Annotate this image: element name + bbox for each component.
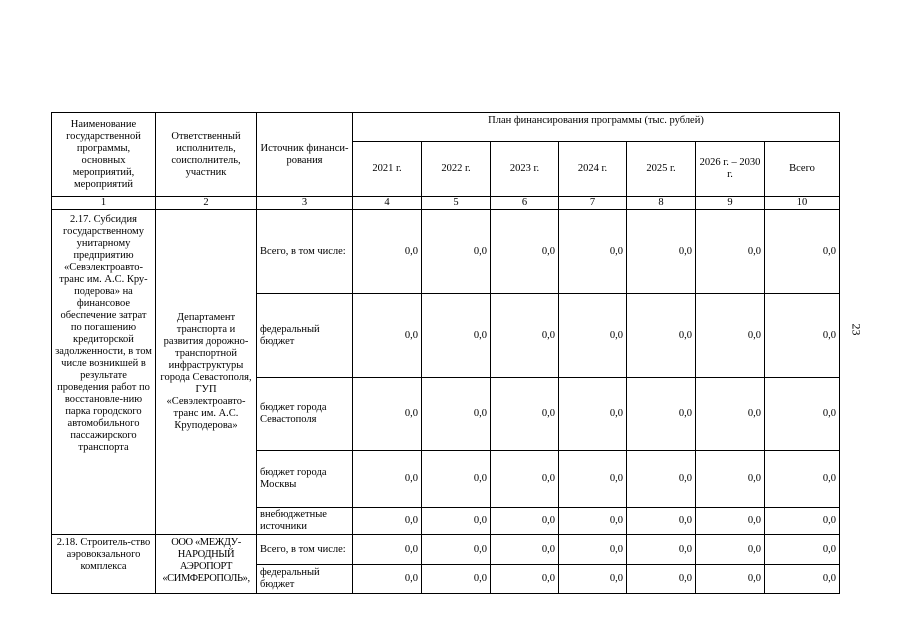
header-total: Всего xyxy=(765,142,840,197)
value-cell: 0,0 xyxy=(627,451,696,508)
header-executor: Ответственный исполнитель, соисполнитель, участник xyxy=(156,113,257,197)
value-cell: 0,0 xyxy=(696,535,765,565)
value-cell: 0,0 xyxy=(765,294,840,378)
value-cell: 0,0 xyxy=(422,378,491,451)
index-cell: 10 xyxy=(765,197,840,210)
value-cell: 0,0 xyxy=(559,451,627,508)
index-cell: 7 xyxy=(559,197,627,210)
value-cell: 0,0 xyxy=(422,210,491,294)
index-cell: 8 xyxy=(627,197,696,210)
value-cell: 0,0 xyxy=(353,294,422,378)
value-cell: 0,0 xyxy=(765,210,840,294)
index-cell: 3 xyxy=(257,197,353,210)
item-executor: ООО «МЕЖДУ-НАРОДНЫЙ АЭРОПОРТ «СИМФЕРОПОЛЬ», xyxy=(156,535,257,594)
value-cell: 0,0 xyxy=(353,451,422,508)
value-cell: 0,0 xyxy=(422,294,491,378)
financing-table xyxy=(51,112,840,594)
header-year: 2025 г. xyxy=(627,142,696,197)
value-cell: 0,0 xyxy=(491,565,559,594)
source-label: федеральный бюджет xyxy=(257,294,353,378)
value-cell: 0,0 xyxy=(422,508,491,535)
value-cell: 0,0 xyxy=(765,535,840,565)
index-cell: 9 xyxy=(696,197,765,210)
value-cell: 0,0 xyxy=(696,508,765,535)
source-label: внебюджетные источники xyxy=(257,508,353,535)
value-cell: 0,0 xyxy=(765,451,840,508)
value-cell: 0,0 xyxy=(353,210,422,294)
value-cell: 0,0 xyxy=(696,378,765,451)
value-cell: 0,0 xyxy=(491,535,559,565)
header-name: Наименование государственной программы, основных мероприятий, мероприятий xyxy=(52,113,156,197)
source-label: Всего, в том числе: xyxy=(257,210,353,294)
value-cell: 0,0 xyxy=(559,565,627,594)
value-cell: 0,0 xyxy=(627,210,696,294)
index-cell: 6 xyxy=(491,197,559,210)
header-plan-title: План финансирования программы (тыс. рублей) xyxy=(353,113,840,142)
value-cell: 0,0 xyxy=(353,508,422,535)
value-cell: 0,0 xyxy=(765,508,840,535)
item-executor: Департамент транспорта и развития дорожно-транспортной инфраструктуры города Севастополя, ГУП «Севэлектроавто-транс им. А.С. Круподерова» xyxy=(156,210,257,535)
value-cell: 0,0 xyxy=(422,565,491,594)
value-cell: 0,0 xyxy=(765,565,840,594)
item-name: 2.18. Строитель-ство аэровокзального комплекса xyxy=(52,535,156,594)
value-cell: 0,0 xyxy=(422,535,491,565)
value-cell: 0,0 xyxy=(559,508,627,535)
value-cell: 0,0 xyxy=(353,378,422,451)
page-number: 23 xyxy=(849,323,864,336)
value-cell: 0,0 xyxy=(422,451,491,508)
source-label: бюджет города Севастополя xyxy=(257,378,353,451)
value-cell: 0,0 xyxy=(491,451,559,508)
source-label: бюджет города Москвы xyxy=(257,451,353,508)
index-cell: 4 xyxy=(353,197,422,210)
item-name: 2.17. Субсидия государственному унитарному предприятию «Севэлектроавто-транс им. А.С. Кру-подерова» на финансовое обеспечение затрат по погашению кредиторской задолженности, в том числе возникшей в результате проведения работ по восстановле-нию парка городского автомобильного пассажирского транспорта xyxy=(52,210,156,535)
value-cell: 0,0 xyxy=(353,535,422,565)
value-cell: 0,0 xyxy=(696,294,765,378)
value-cell: 0,0 xyxy=(559,378,627,451)
value-cell: 0,0 xyxy=(491,210,559,294)
value-cell: 0,0 xyxy=(696,565,765,594)
value-cell: 0,0 xyxy=(627,508,696,535)
header-year: 2023 г. xyxy=(491,142,559,197)
value-cell: 0,0 xyxy=(559,210,627,294)
value-cell: 0,0 xyxy=(627,565,696,594)
index-cell: 5 xyxy=(422,197,491,210)
source-label: Всего, в том числе: xyxy=(257,535,353,565)
value-cell: 0,0 xyxy=(491,508,559,535)
index-cell: 2 xyxy=(156,197,257,210)
value-cell: 0,0 xyxy=(696,451,765,508)
header-year: 2024 г. xyxy=(559,142,627,197)
source-label: федеральный бюджет xyxy=(257,565,353,594)
value-cell: 0,0 xyxy=(627,535,696,565)
value-cell: 0,0 xyxy=(627,378,696,451)
header-year: 2026 г. – 2030 г. xyxy=(696,142,765,197)
value-cell: 0,0 xyxy=(696,210,765,294)
value-cell: 0,0 xyxy=(627,294,696,378)
value-cell: 0,0 xyxy=(491,378,559,451)
index-cell: 1 xyxy=(52,197,156,210)
header-source: Источник финанси-рования xyxy=(257,113,353,197)
value-cell: 0,0 xyxy=(559,294,627,378)
value-cell: 0,0 xyxy=(559,535,627,565)
header-year: 2022 г. xyxy=(422,142,491,197)
value-cell: 0,0 xyxy=(353,565,422,594)
header-year: 2021 г. xyxy=(353,142,422,197)
value-cell: 0,0 xyxy=(765,378,840,451)
value-cell: 0,0 xyxy=(491,294,559,378)
